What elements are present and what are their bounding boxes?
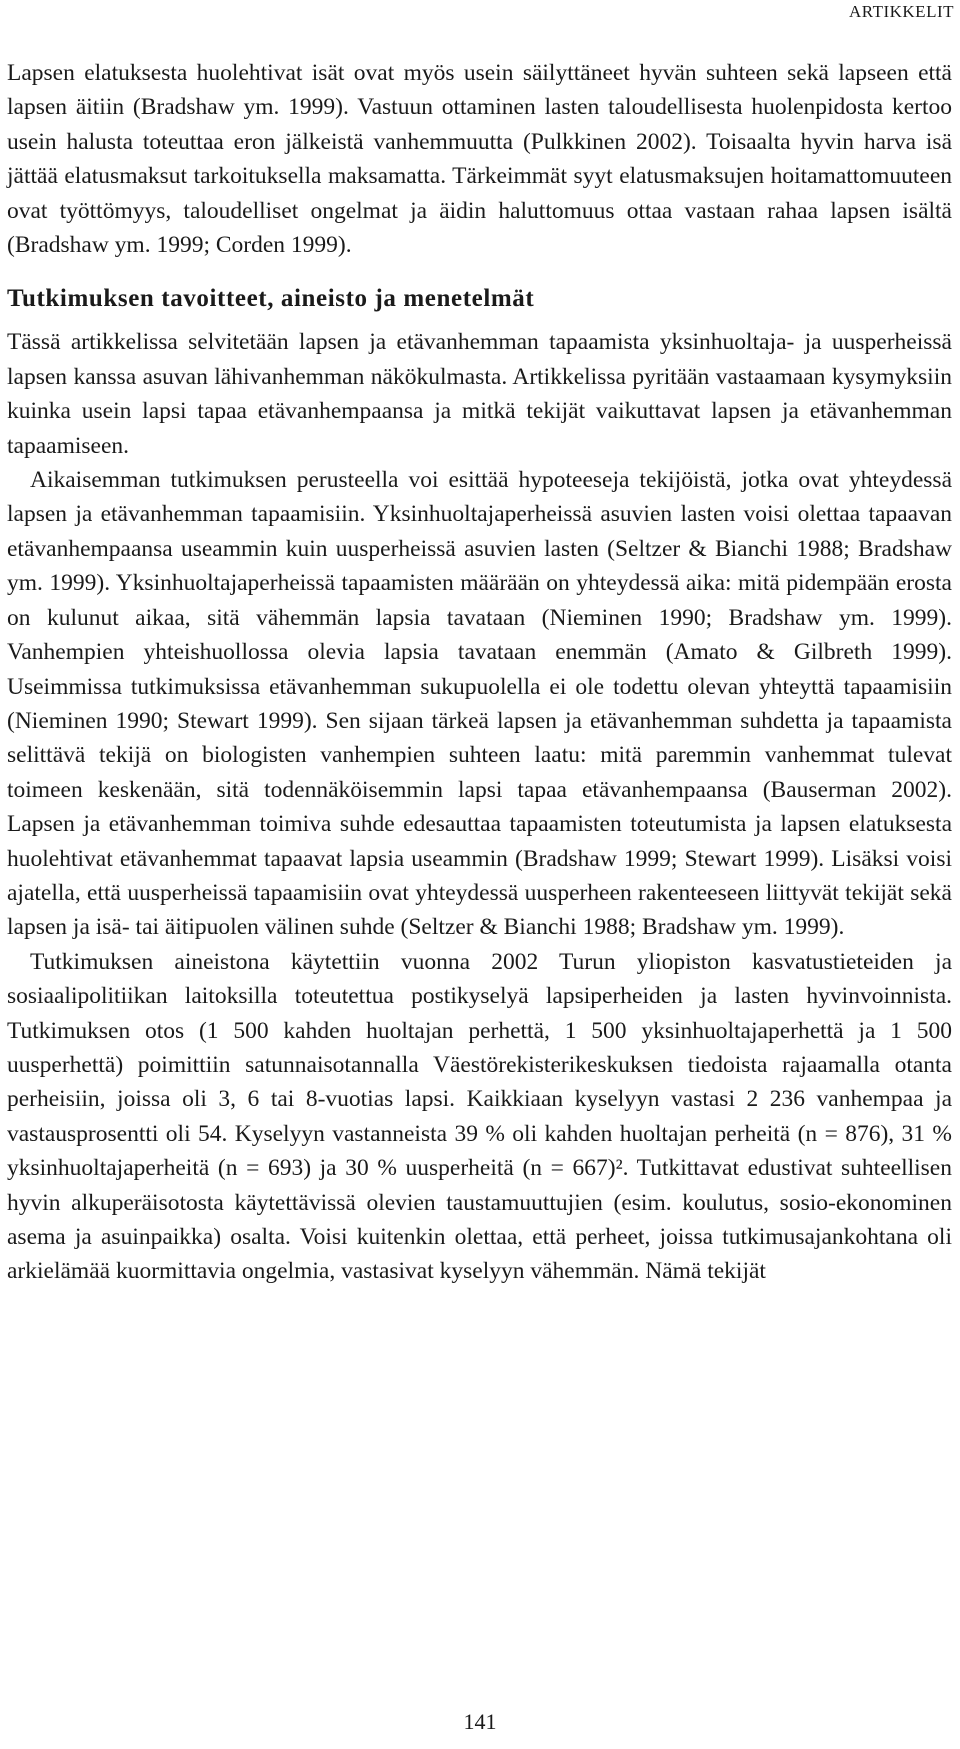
- body-paragraph-intro: Lapsen elatuksesta huolehtivat isät ovat myös usein säilyttäneet hyvän suhteen sekä lapseen että lapsen äitiin (Bradshaw ym. 1999). Vastuun ottaminen lasten taloudellisesta huolenpidosta kertoo usein halusta toteuttaa eron jälkeistä vanhemmuutta (Pulkkinen 2002). Toisaalta hyvin harva isä jättää elatusmaksut tarkoituksella maksamatta. Tärkeimmät syyt elatusmaksujen hoitamattomuuteen ovat työttömyys, taloudelliset ongelmat ja äidin haluttomuus ottaa vastaan rahaa lapsen isältä (Bradshaw ym. 1999; Corden 1999).: [7, 60, 952, 259]
- body-paragraph-hypotheses: Aikaisemman tutkimuksen perusteella voi esittää hypoteeseja tekijöistä, jotka ovat yhteydessä lapsen ja etävanhemman tapaamisiin. Yksinhuoltajaperheissä asuvien lasten voisi olettaa tapaavan etävanhempaansa useammin kuin uusperheissä asuvien lasten (Seltzer & Bianchi 1988; Bradshaw ym. 1999). Yksinhuoltajaperheissä tapaamisten määrään on yhteydessä aika: mitä pidempään erosta on kulunut aikaa, sitä vähemmän lapsia tavataan (Nieminen 1990; Bradshaw ym. 1999). Vanhempien yhteishuollossa olevia lapsia tavataan enemmän (Amato & Gilbreth 1999). Useimmissa tutkimuksissa etävanhemman sukupuolella ei ole todettu olevan yhteyttä tapaamisiin (Nieminen 1990; Stewart 1999). Sen sijaan tärkeä lapsen ja etävanhemman suhdetta ja tapaamista selittävä tekijä on biologisten vanhempien suhteen laatu: mitä paremmin vanhemmat tulevat toimeen keskenään, sitä todennäköisemmin lapsi tapaa etävanhempaansa (Bauserman 2002). Lapsen ja etävanhemman toimiva suhde edesauttaa tapaamisten toteutumista ja lapsen elatuksesta huolehtivat etävanhemmat tapaavat lapsia useammin (Bradshaw 1999; Stewart 1999). Lisäksi voisi ajatella, että uusperheissä tapaamisiin ovat yhteydessä uusperheen rakenteeseen liittyvät tekijät sekä lapsen ja isä- tai äitipuolen välinen suhde (Seltzer & Bianchi 1988; Bradshaw ym. 1999).: [7, 467, 952, 941]
- body-paragraph-aims: Tässä artikkelissa selvitetään lapsen ja etävanhemman tapaamista yksinhuoltaja- ja uusperheissä lapsen kanssa asuvan lähivanhemman näkökulmasta. Artikkelissa pyritään vastaamaan kysymyksiin kuinka usein lapsi tapaa etävanhempaansa ja mitkä tekijät vaikuttavat lapsen ja etävanhemman tapaamiseen.: [7, 329, 952, 459]
- article-body: [7, 56, 952, 1289]
- body-paragraph-data: Tutkimuksen aineistona käytettiin vuonna 2002 Turun yliopiston kasvatustieteiden ja sosiaalipolitiikan laitoksilla toteutettua postikyselyä lapsiperheiden ja lasten hyvinvoinnista. Tutkimuksen otos (1 500 kahden huoltajan perhettä, 1 500 yksinhuoltajaperhettä ja 1 500 uusperhettä) poimittiin satunnaisotannalla Väestörekisterikeskuksen tiedoista rajaamalla otanta perheisiin, joissa oli 3, 6 tai 8-vuotias lapsi. Kaikkiaan kyselyyn vastasi 2 236 vanhempaa ja vastausprosentti oli 54. Kyselyyn vastanneista 39 % oli kahden huoltajan perheitä (n = 876), 31 % yksinhuoltajaperheitä (n = 693) ja 30 % uusperheitä (n = 667)². Tutkittavat edustivat suhteellisen hyvin alkuperäisotosta käytettävissä olevien taustamuuttujien (esim. koulutus, sosio-ekonominen asema ja asuinpaikka) osalta. Voisi kuitenkin olettaa, että perheet, joissa tutkimusajankohtana oli arkielämää kuormittavia ongelmia, vastasivat kyselyyn vähemmän. Nämä tekijät: [7, 948, 952, 1285]
- section-heading: Tutkimuksen tavoitteet, aineisto ja menetelmät: [7, 285, 535, 313]
- running-header: ARTIKKELIT: [848, 2, 954, 21]
- page-number: 141: [463, 1709, 497, 1734]
